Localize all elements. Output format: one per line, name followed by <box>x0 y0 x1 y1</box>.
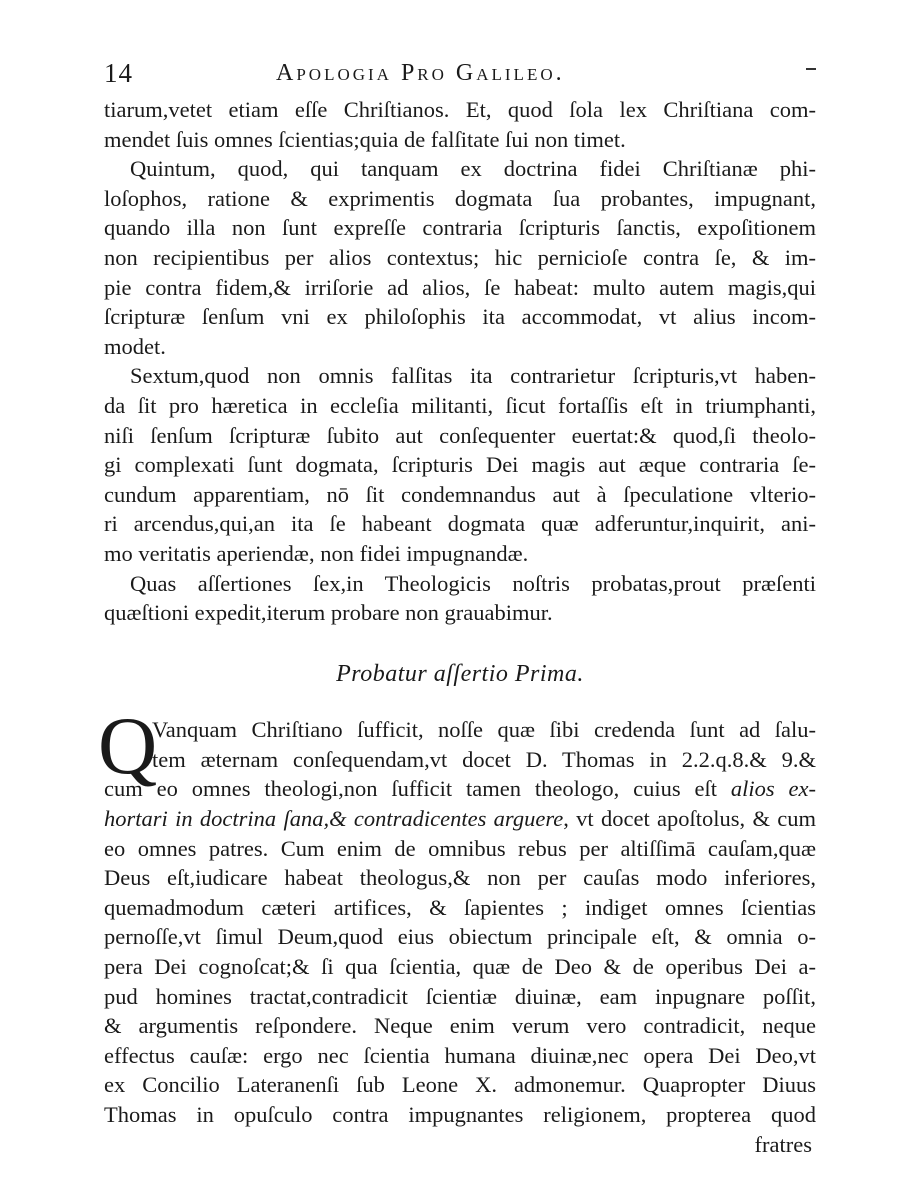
italic-quotation: alios ex- <box>730 776 816 802</box>
text-line: pera Dei cognoſcat;& ſi qua ſcientia, quæ de Deo & de operibus Dei a- <box>104 954 816 980</box>
text-line: Deus eſt,iudicare habeat theologus,& non per cauſas modo inferiores, <box>104 865 816 891</box>
text-line: gi complexati ſunt dogmata, ſcripturis Dei magis aut æque contraria ſe- <box>104 452 816 478</box>
text-line: Thomas in opuſculo contra impugnantes religionem, propterea quod <box>104 1102 816 1127</box>
text-line: quando illa non ſunt expreſſe contraria ſcripturis ſanctis, expoſitionem <box>104 215 816 241</box>
text-line: Vanquam Chriſtiano ſufficit, noſſe quæ ſibi credenda ſunt ad ſalu- <box>152 717 816 743</box>
paragraph-intro-continuation <box>104 95 816 154</box>
text-line: ex Concilio Lateranenſi ſub Leone X. admonemur. Quapropter Diuus <box>104 1072 816 1098</box>
drop-cap-initial: Q <box>98 700 158 792</box>
text-line: Quintum, quod, qui tanquam ex doctrina fidei Chriſtianæ phi- <box>130 156 816 182</box>
paragraph-quas-assertiones <box>104 569 816 628</box>
text-line <box>104 804 816 834</box>
paragraph-quintum <box>104 154 816 361</box>
text-run: cum eo omnes theologi,non ſufficit tamen theologo, cuius eſt <box>104 776 731 802</box>
catchword: fratres <box>754 1131 812 1157</box>
text-line: & argumentis reſpondere. Neque enim verum vero contradicit, neque <box>104 1013 816 1039</box>
text-line: eo omnes patres. Cum enim de omnibus rebus per altiſſimā cauſam,quæ <box>104 835 816 861</box>
paragraph-probatur <box>98 700 816 1159</box>
text-line: Sextum,quod non omnis falſitas ita contrarietur ſcripturis,vt haben- <box>130 363 816 389</box>
text-line: cundum apparentiam, nō ſit condemnandus aut à ſpeculatione vlterio- <box>104 481 816 507</box>
text-line: pie contra fidem,& irriſorie ad alios, ſe habeat: multo autem magis,qui <box>104 274 816 300</box>
text-line: da ſit pro hæretica in eccleſia militanti, ſicut fortaſſis eſt in triumphanti, <box>104 392 816 418</box>
text-line: quæſtioni expedit,iterum probare non grauabimur. <box>104 600 553 626</box>
text-line: non recipientibus per alios contextus; hic pernicioſe contra ſe, & im- <box>104 244 816 270</box>
text-line: modet. <box>104 333 166 359</box>
running-head: Apologia Pro Galileo. <box>276 60 565 86</box>
text-line: mo veritatis aperiendæ, non fidei impugnandæ. <box>104 540 529 566</box>
text-line: niſi ſenſum ſcripturæ ſubito aut conſequenter euertat:& quod,ſi theolo- <box>104 422 816 448</box>
page-number: 14 <box>104 58 133 88</box>
italic-quotation: hortari in doctrina ſana,& contradicentes arguere <box>104 806 564 832</box>
text-line: Quas aſſertiones ſex,in Theologicis noſtris probatas,prout præſenti <box>130 570 816 596</box>
page-body <box>98 95 816 1159</box>
paragraph-sextum <box>104 361 816 568</box>
text-line: quemadmodum cæteri artifices, & ſapientes ; indiget omnes ſcientias <box>104 894 816 920</box>
page-header <box>96 58 816 94</box>
text-run: , vt docet apoſtolus, & cum <box>563 806 816 832</box>
text-line: tiarum,vetet etiam eſſe Chriſtianos. Et, quod ſola lex Chriſtiana com- <box>104 97 816 122</box>
text-line <box>104 774 816 804</box>
text-line: pud homines tractat,contradicit ſcientiæ diuinæ, eam inpugnare poſſit, <box>104 983 816 1009</box>
section-heading: Probatur aſſertio Prima. <box>336 660 584 687</box>
text-line: loſophos, ratione & exprimentis dogmata ſua probantes, impugnant, <box>104 185 816 211</box>
text-line: tem æternam conſequendam,vt docet D. Thomas in 2.2.q.8.& 9.& <box>152 746 816 772</box>
text-line: mendet ſuis omnes ſcientias;quia de falſitate ſui non timet. <box>104 126 626 152</box>
text-line: pernoſſe,vt ſimul Deum,quod eius obiectum principale eſt, & omnia o- <box>104 924 816 950</box>
text-line: ri arcendus,qui,an ita ſe habeant dogmata quæ adferuntur,inquirit, ani- <box>104 511 816 537</box>
text-line: ſcripturæ ſenſum vni ex philoſophis ita accommodat, vt alius incom- <box>104 304 816 330</box>
text-line: effectus cauſæ: ergo nec ſcientia humana diuinæ,nec opera Dei Deo,vt <box>104 1042 816 1068</box>
header-ornament-mark <box>806 68 816 70</box>
